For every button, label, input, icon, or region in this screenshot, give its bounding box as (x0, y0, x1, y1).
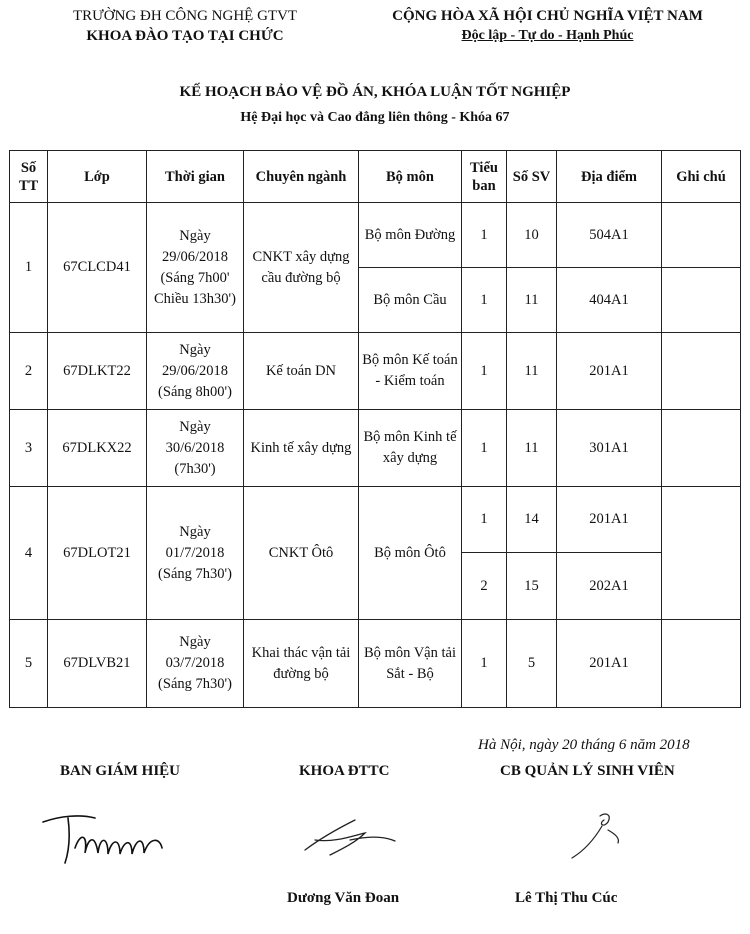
cell-bo-mon: Bộ môn Ôtô (359, 487, 462, 620)
cell-so-sv: 15 (507, 553, 557, 620)
cell-so-sv: 5 (507, 620, 557, 708)
cell-stt: 2 (10, 333, 48, 410)
cell-so-sv: 11 (507, 268, 557, 333)
cell-dia-diem: 301A1 (557, 410, 662, 487)
cell-dia-diem: 201A1 (557, 487, 662, 553)
header-bo-mon: Bộ môn (359, 151, 462, 203)
cell-bo-mon: Bộ môn Vận tải Sắt - Bộ (359, 620, 462, 708)
cell-so-sv: 11 (507, 333, 557, 410)
cell-ghi-chu (662, 203, 741, 268)
cell-stt: 3 (10, 410, 48, 487)
signature-title-faculty: KHOA ĐTTC (299, 763, 390, 779)
cell-chuyen-nganh: Khai thác vận tải đường bộ (244, 620, 359, 708)
faculty-name: KHOA ĐÀO TẠO TẠI CHỨC (86, 28, 284, 44)
document-subtitle: Hệ Đại học và Cao đẳng liên thông - Khóa 67 (240, 110, 510, 125)
header-tieu-ban: Tiểu ban (462, 151, 507, 203)
cell-so-sv: 14 (507, 487, 557, 553)
cell-stt: 4 (10, 487, 48, 620)
header-lop: Lớp (48, 151, 147, 203)
cell-thoi-gian: Ngày 03/7/2018 (Sáng 7h30') (147, 620, 244, 708)
cell-tieu-ban: 1 (462, 333, 507, 410)
cell-chuyen-nganh: Kinh tế xây dựng (244, 410, 359, 487)
cell-tieu-ban: 1 (462, 487, 507, 553)
national-header (350, 6, 745, 46)
header-dia-diem: Địa điểm (557, 151, 662, 203)
defense-schedule-table (9, 150, 741, 708)
cell-ghi-chu (662, 620, 741, 708)
national-title: CỘNG HÒA XÃ HỘI CHỦ NGHĨA VIỆT NAM (392, 8, 703, 24)
table-row (10, 333, 741, 410)
cell-thoi-gian: Ngày 29/06/2018 (Sáng 8h00') (147, 333, 244, 410)
cell-tieu-ban: 1 (462, 203, 507, 268)
national-motto: Độc lập - Tự do - Hạnh Phúc (461, 28, 634, 43)
cell-dia-diem: 202A1 (557, 553, 662, 620)
header-stt: Số TT (10, 151, 48, 203)
header-thoi-gian: Thời gian (147, 151, 244, 203)
signature-name-faculty: Dương Văn Đoan (287, 890, 400, 906)
cell-lop: 67DLVB21 (48, 620, 147, 708)
cell-bo-mon: Bộ môn Kế toán - Kiểm toán (359, 333, 462, 410)
cell-chuyen-nganh: CNKT xây dựng cầu đường bộ (244, 203, 359, 333)
cell-dia-diem: 201A1 (557, 333, 662, 410)
cell-tieu-ban: 1 (462, 410, 507, 487)
document-title: KẾ HOẠCH BẢO VỆ ĐỒ ÁN, KHÓA LUẬN TỐT NGHIỆP (179, 84, 571, 100)
cell-dia-diem: 201A1 (557, 620, 662, 708)
faculty-signature-icon (295, 815, 405, 860)
cell-dia-diem: 504A1 (557, 203, 662, 268)
cell-lop: 67DLKT22 (48, 333, 147, 410)
table-row (10, 620, 741, 708)
table-header-row (10, 151, 741, 203)
cell-chuyen-nganh: Kế toán DN (244, 333, 359, 410)
cell-lop: 67DLOT21 (48, 487, 147, 620)
cell-dia-diem: 404A1 (557, 268, 662, 333)
cell-tieu-ban: 2 (462, 553, 507, 620)
header-ghi-chu: Ghi chú (662, 151, 741, 203)
cell-tieu-ban: 1 (462, 620, 507, 708)
header-so-sv: Số SV (507, 151, 557, 203)
cell-bo-mon: Bộ môn Cầu (359, 268, 462, 333)
signature-name-student-affairs: Lê Thị Thu Cúc (515, 890, 618, 906)
school-name: TRƯỜNG ĐH CÔNG NGHỆ GTVT (72, 8, 298, 24)
cell-so-sv: 11 (507, 410, 557, 487)
header-chuyen-nganh: Chuyên ngành (244, 151, 359, 203)
cell-so-sv: 10 (507, 203, 557, 268)
school-header (20, 6, 350, 46)
cell-thoi-gian: Ngày 30/6/2018 (7h30') (147, 410, 244, 487)
cell-tieu-ban: 1 (462, 268, 507, 333)
student-affairs-signature-icon (560, 808, 650, 863)
cell-thoi-gian: Ngày 01/7/2018 (Sáng 7h30') (147, 487, 244, 620)
cell-chuyen-nganh: CNKT Ôtô (244, 487, 359, 620)
cell-ghi-chu (662, 268, 741, 333)
cell-lop: 67DLKX22 (48, 410, 147, 487)
cell-lop: 67CLCD41 (48, 203, 147, 333)
cell-stt: 1 (10, 203, 48, 333)
cell-ghi-chu (662, 410, 741, 487)
signature-title-rector: BAN GIÁM HIỆU (60, 763, 181, 779)
cell-thoi-gian: Ngày 29/06/2018 (Sáng 7h00' Chiều 13h30') (147, 203, 244, 333)
table-row (10, 203, 741, 268)
cell-ghi-chu (662, 333, 741, 410)
cell-ghi-chu (662, 487, 741, 620)
signature-title-student-affairs: CB QUẢN LÝ SINH VIÊN (500, 763, 675, 779)
table-row (10, 410, 741, 487)
cell-bo-mon: Bộ môn Kinh tế xây dựng (359, 410, 462, 487)
table-row (10, 487, 741, 553)
place-date: Hà Nội, ngày 20 tháng 6 năm 2018 (478, 737, 690, 753)
rector-signature-icon (40, 808, 180, 868)
cell-stt: 5 (10, 620, 48, 708)
cell-bo-mon: Bộ môn Đường (359, 203, 462, 268)
